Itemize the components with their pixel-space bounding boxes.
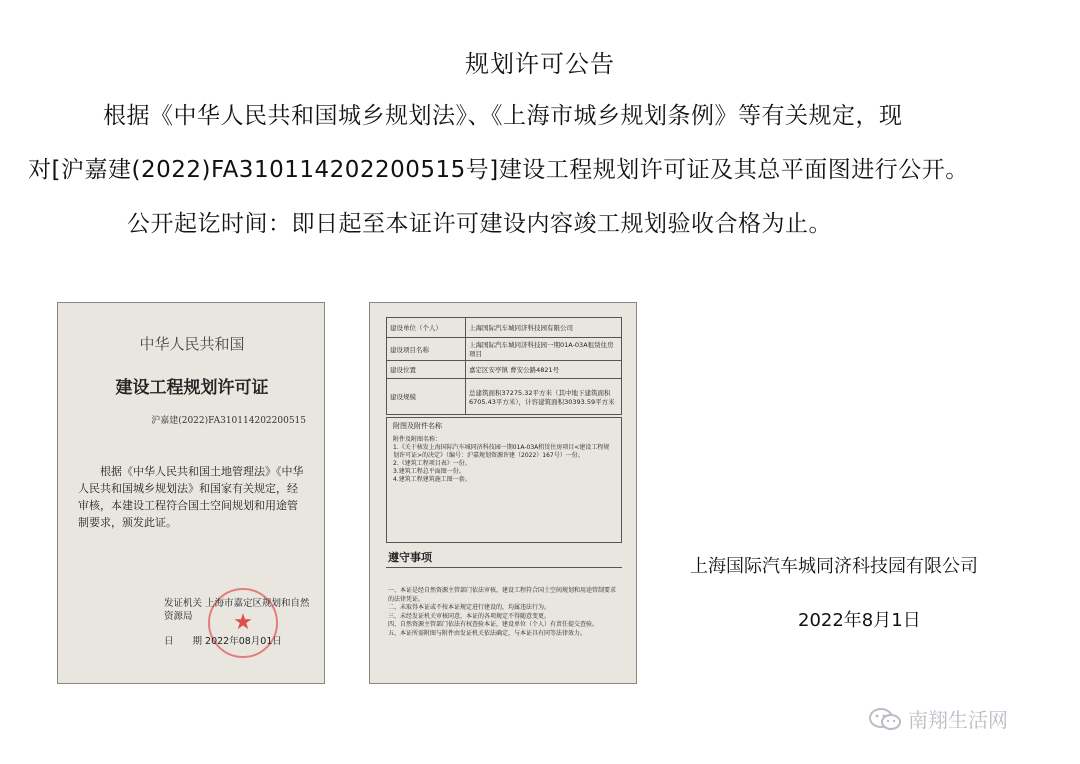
wechat-icon — [868, 707, 902, 731]
issuer-value: 上海市嘉定区规划和自然资源局 — [164, 598, 310, 622]
row-value: 嘉定区安亭镇 曹安公路4821号 — [466, 361, 622, 379]
table-row — [387, 318, 622, 338]
row-label: 建设单位（个人） — [387, 318, 466, 338]
watermark-text: 南翔生活网 — [908, 708, 1008, 732]
paragraph-1: 根据《中华人民共和国城乡规划法》、《上海市城乡规划条例》等有关规定，现 — [103, 103, 903, 129]
row-label: 建设项目名称 — [387, 338, 466, 361]
table-row — [387, 361, 622, 379]
certificate-name: 建设工程规划许可证 — [115, 378, 269, 398]
details-table — [386, 317, 622, 415]
row-value: 上海国际汽车城同济科技园一期01A-03A租赁住房项目 — [466, 338, 622, 361]
list-item: 一、本证是经自然资源主管部门依法审核，建设工程符合国土空间规划和用途管制要求的法律凭证。 — [388, 587, 617, 603]
list-item: 3.建筑工程总平面图一份。 — [393, 468, 465, 475]
notice-title: 遵守事项 — [388, 551, 432, 564]
paragraph-3: 公开起讫时间：即日起至本证许可建设内容竣工规划验收合格为止。 — [127, 211, 832, 237]
list-item: 4.建筑工程建筑施工图一套。 — [393, 476, 471, 483]
list-item: 四、自然资源主管部门依法有权查验本证，建设单位（个人）有责任提交查验。 — [388, 621, 599, 628]
list-item: 2.《建筑工程项目表》一份。 — [393, 460, 471, 467]
attachments-subtitle: 附件及附图名称： — [393, 436, 442, 443]
watermark — [868, 704, 1008, 733]
notice-list — [388, 587, 620, 638]
certificate-number: 沪嘉建(2022)FA310114202200515 — [151, 416, 306, 426]
row-label: 建设位置 — [387, 361, 466, 379]
company-name: 上海国际汽车城同济科技园有限公司 — [690, 556, 978, 577]
table-row — [387, 379, 622, 415]
date-label: 日 期 — [164, 636, 203, 647]
row-label: 建设规模 — [387, 379, 466, 415]
announcement-date: 2022年8月1日 — [798, 610, 921, 631]
table-row — [387, 338, 622, 361]
divider — [386, 567, 622, 568]
list-item: 二、未取得本证或不按本证规定进行建设的，均属违法行为。 — [388, 604, 551, 611]
certificate-issuer — [164, 597, 314, 623]
row-value: 总建筑面积37275.32平方米（其中地下建筑面积6705.43平方米），计容建筑面积30393.59平方米 — [466, 379, 622, 415]
paragraph-2: 对[沪嘉建(2022)FA310114202200515号]建设工程规划许可证及其总平面图进行公开。 — [28, 157, 969, 183]
certificate-body: 根据《中华人民共和国土地管理法》《中华人民共和国城乡规划法》和国家有关规定，经审核，本建设工程符合国土空间规划和用途管制要求，颁发此证。 — [78, 465, 304, 529]
certificate-country: 中华人民共和国 — [139, 335, 245, 353]
certificate-date — [164, 633, 282, 647]
list-item: 五、本证所需附图与附件由发证机关依法确定，与本证具有同等法律效力。 — [388, 629, 587, 637]
list-item: 三、未经发证机关审核同意，本证的各项规定不得随意变更。 — [388, 612, 551, 620]
row-value: 上海国际汽车城同济科技园有限公司 — [466, 318, 622, 338]
seal-star-icon: ★ — [233, 610, 253, 635]
list-item: 1.《关于核发上海国际汽车城同济科技园一期01A-03A租赁住房项目<建设工程规划许可证>的决定》（编号：沪嘉规划资源许建（2022）167号）一份。 — [393, 444, 610, 459]
certificate-front — [57, 302, 325, 684]
date-value: 2022年08月01日 — [205, 636, 282, 647]
attachments-box — [386, 417, 622, 543]
certificate-details — [369, 302, 637, 684]
issuer-label: 发证机关 — [164, 598, 203, 609]
page-title: 规划许可公告 — [465, 50, 615, 78]
attachments-title: 附图及附件名称 — [393, 422, 442, 430]
